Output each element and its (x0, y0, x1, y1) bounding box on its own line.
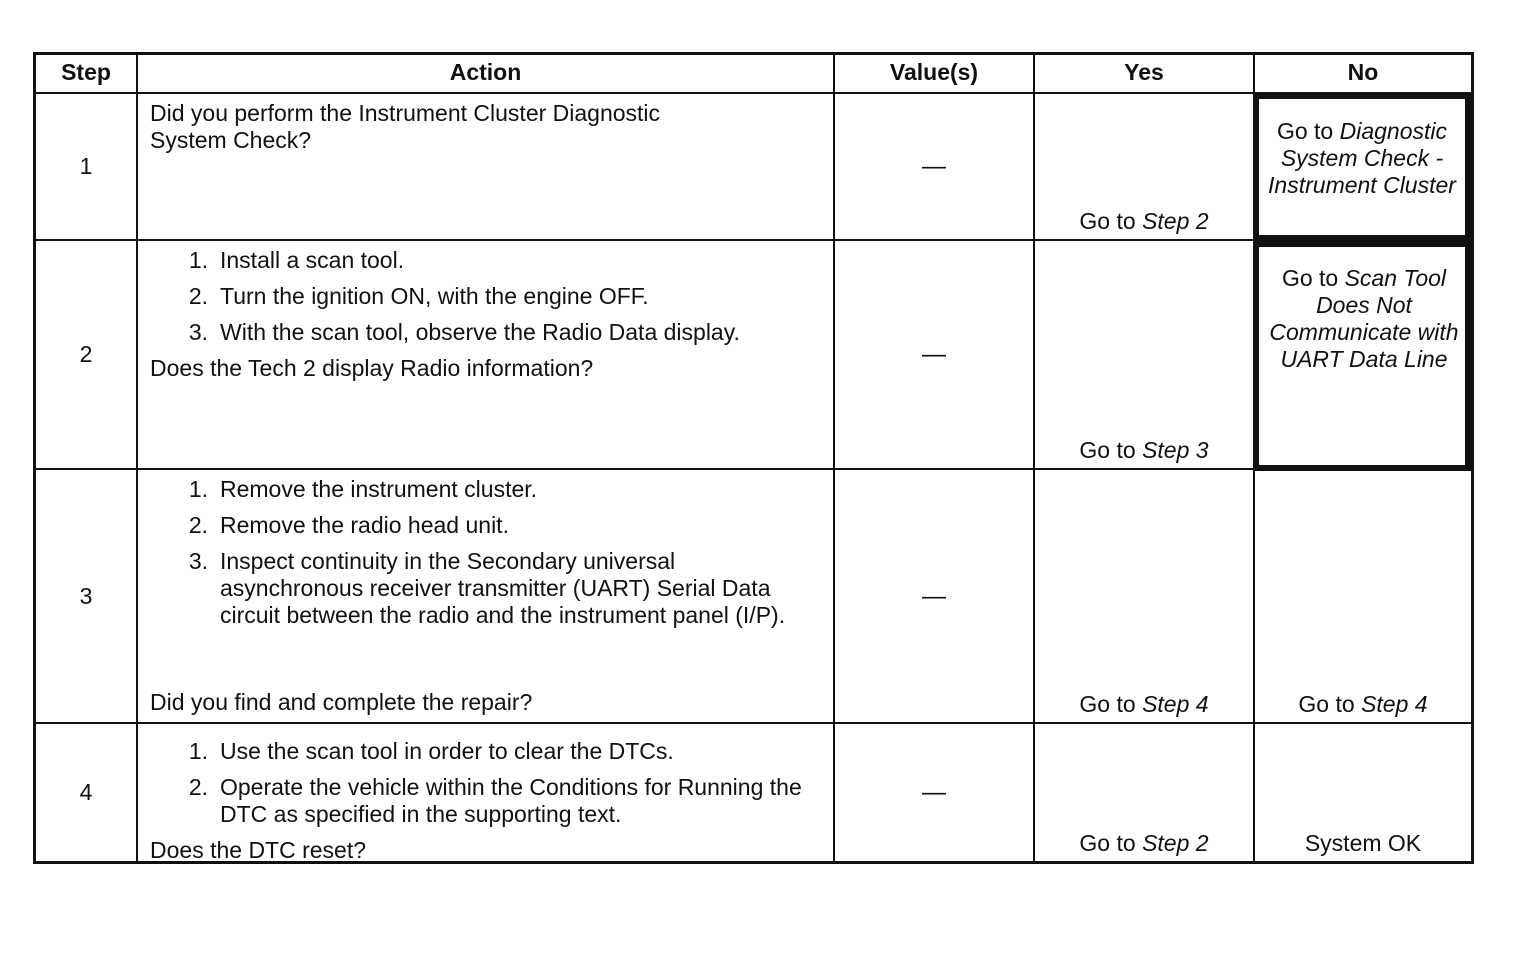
value-step-3: — (833, 468, 1033, 722)
no-link[interactable]: Step 4 (1361, 691, 1428, 717)
header-step: Step (61, 59, 111, 85)
list-item: 3. With the scan tool, observe the Radio Data display. (188, 319, 740, 345)
step-number-2: 2 (36, 239, 136, 468)
list-item: 2. Turn the ignition ON, with the engine OFF. (188, 283, 649, 309)
yes-link[interactable]: Step 3 (1142, 437, 1209, 463)
action-step-2 (136, 239, 833, 468)
yes-prefix: Go to (1079, 208, 1136, 234)
action-step-4 (136, 722, 833, 861)
value-step-4: — (833, 722, 1033, 861)
step-number-1: 1 (36, 92, 136, 239)
yes-step-2[interactable] (1033, 239, 1253, 468)
step-number-4: 4 (36, 722, 136, 861)
value-step-1: — (833, 92, 1033, 239)
question: Did you find and complete the repair? (150, 689, 533, 715)
list-item: 1. Use the scan tool in order to clear the DTCs. (188, 738, 674, 764)
yes-link[interactable]: Step 2 (1142, 208, 1209, 234)
no-step-1 (1253, 92, 1471, 239)
no-link[interactable]: Scan Tool Does Not Communicate with UART Data Line (1269, 265, 1459, 372)
no-step-3[interactable] (1253, 468, 1471, 722)
header-no: No (1253, 55, 1471, 92)
question: Does the DTC reset? (150, 837, 367, 863)
action-step-3 (136, 468, 833, 722)
yes-prefix: Go to (1079, 691, 1136, 717)
no-prefix: Go to (1276, 118, 1334, 144)
yes-step-1[interactable] (1033, 92, 1253, 239)
no-text-2 (1259, 247, 1465, 373)
action-text: Did you perform the Instrument Cluster Diagnostic System Check? (150, 100, 661, 153)
diagnostic-table (33, 52, 1474, 864)
no-box-2[interactable] (1253, 241, 1471, 471)
no-step-2 (1253, 239, 1471, 468)
list-item: 1. Install a scan tool. (188, 247, 405, 273)
yes-step-4[interactable] (1033, 722, 1253, 861)
value-step-2: — (833, 239, 1033, 468)
no-link[interactable]: Diagnostic System Check - Instrument Cluster (1268, 118, 1456, 198)
no-prefix: Go to (1298, 691, 1355, 717)
yes-prefix: Go to (1079, 437, 1136, 463)
instruction-list (150, 247, 823, 346)
no-text: System OK (1304, 830, 1422, 856)
yes-step-3[interactable] (1033, 468, 1253, 722)
list-item: 3. Inspect continuity in the Secondary universal asynchronous receiver transmitter (UART) Serial Data circuit between the radio and the instrument panel (I/P). (188, 548, 786, 628)
no-step-4 (1253, 722, 1471, 861)
instruction-list (150, 476, 823, 629)
no-prefix: Go to (1281, 265, 1339, 291)
header-yes: Yes (1033, 55, 1253, 92)
step-number-3: 3 (36, 468, 136, 722)
instruction-list (150, 738, 823, 828)
header-values: Value(s) (833, 55, 1033, 92)
action-step-1 (136, 92, 833, 239)
yes-link[interactable]: Step 4 (1142, 691, 1209, 717)
no-box-1[interactable] (1253, 93, 1471, 241)
no-text-1 (1259, 99, 1465, 199)
question: Does the Tech 2 display Radio information? (150, 355, 594, 381)
yes-link[interactable]: Step 2 (1142, 830, 1209, 856)
list-item: 1. Remove the instrument cluster. (188, 476, 538, 502)
list-item: 2. Operate the vehicle within the Conditions for Running the DTC as specified in the supporting text. (188, 774, 802, 827)
yes-prefix: Go to (1079, 830, 1136, 856)
list-item: 2. Remove the radio head unit. (188, 512, 509, 538)
header-action: Action (136, 55, 833, 92)
